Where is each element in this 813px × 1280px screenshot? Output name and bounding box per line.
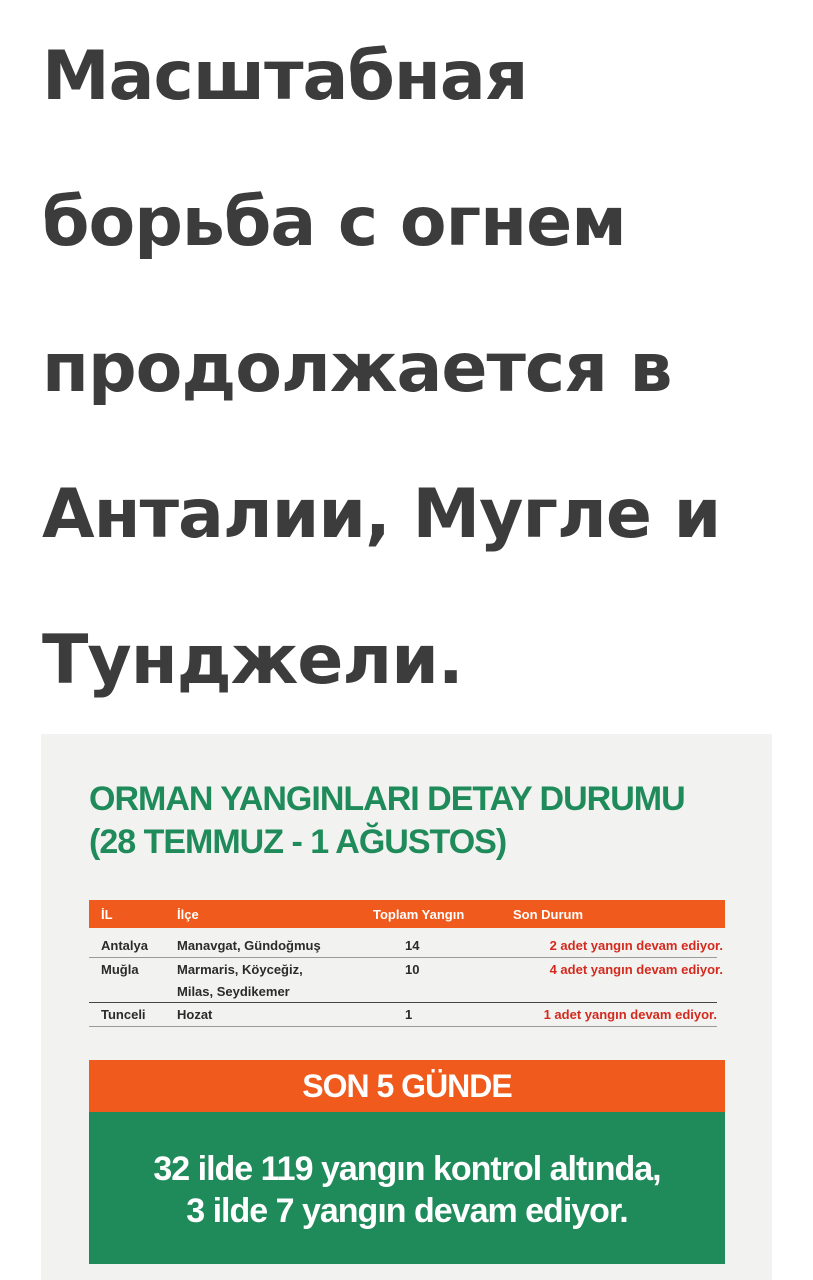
headline-line: Масштабная: [42, 37, 528, 116]
summary-line: 32 ilde 119 yangın kontrol altında,: [153, 1150, 661, 1188]
row-divider: [89, 1026, 717, 1027]
cell-toplam: 14: [405, 938, 420, 953]
row-divider: [89, 1002, 717, 1003]
infographic-title-line: ORMAN YANGINLARI DETAY DURUMU: [89, 780, 685, 818]
cell-son-durum: 1 adet yangın devam ediyor.: [543, 1007, 717, 1022]
table-header: [89, 900, 725, 928]
cell-son-durum: 2 adet yangın devam ediyor.: [549, 938, 723, 953]
header-ilce: İlçe: [177, 907, 199, 922]
cell-toplam: 1: [405, 1007, 413, 1022]
cell-ilce: Milas, Seydikemer: [177, 984, 290, 999]
summary-line: 3 ilde 7 yangın devam ediyor.: [186, 1192, 628, 1230]
headline-line: Тунджели.: [42, 621, 463, 700]
cell-toplam: 10: [405, 962, 420, 977]
cell-ilce: Hozat: [177, 1007, 213, 1022]
summary-banner-title: SON 5 GÜNDE: [89, 1060, 725, 1112]
infographic-title-line: (28 TEMMUZ - 1 AĞUSTOS): [89, 823, 507, 861]
cell-ilce: Marmaris, Köyceğiz,: [177, 962, 303, 977]
summary-banner-body: [89, 1112, 725, 1264]
row-divider: [89, 957, 717, 958]
cell-son-durum: 4 adet yangın devam ediyor.: [549, 962, 723, 977]
header-son-durum: Son Durum: [513, 907, 584, 922]
header-il: İL: [101, 907, 113, 922]
cell-il: Antalya: [101, 938, 148, 953]
cell-il: Tunceli: [101, 1007, 146, 1022]
headline-line: борьба с огнем: [42, 183, 626, 262]
headline-line: Анталии, Мугле и: [42, 475, 721, 554]
infographic-title: [89, 778, 749, 864]
cell-ilce: Manavgat, Gündoğmuş: [177, 938, 321, 953]
infographic-image: [41, 734, 772, 1280]
header-toplam: Toplam Yangın: [373, 907, 465, 922]
headline-line: продолжается в: [42, 329, 672, 408]
cell-il: Muğla: [101, 962, 139, 977]
article-headline: [42, 4, 782, 734]
